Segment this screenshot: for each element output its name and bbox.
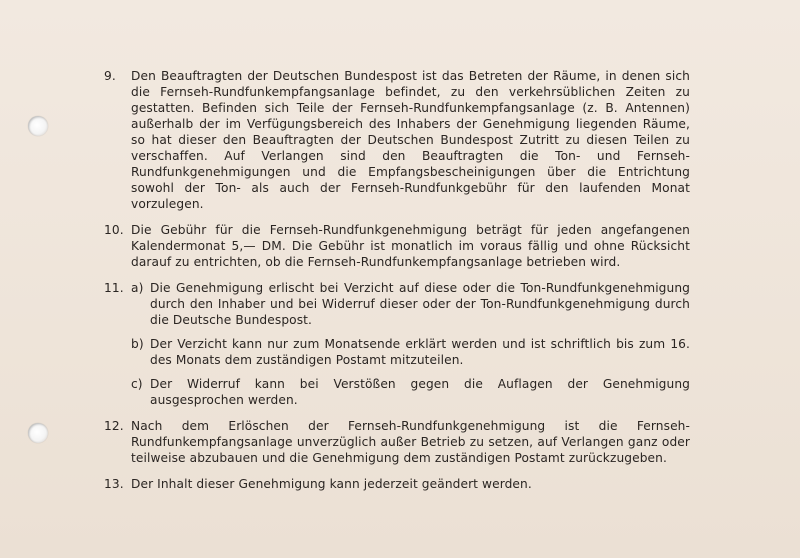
item-number: 12.: [104, 419, 124, 433]
item-subitems: [131, 280, 690, 408]
item-number: 9.: [104, 69, 116, 83]
sub-item: [131, 336, 690, 368]
sub-item-text: Die Genehmigung erlischt bei Verzicht auf diese oder die Ton-Rundfunkgenehmigung durch den Inhaber und bei Widerruf dieser oder der Ton-Rundfunkgenehmigung durch die Deutsche Bundespost.: [150, 281, 690, 327]
list-item: [104, 418, 690, 466]
item-text: Der Inhalt dieser Genehmigung kann jederzeit geändert werden.: [131, 477, 532, 491]
punch-hole-top: [28, 116, 48, 136]
sub-item: [131, 376, 690, 408]
punch-hole-bottom: [28, 423, 48, 443]
sub-item-letter: a): [131, 281, 144, 295]
item-text: Den Beauftragten der Deutschen Bundespost ist das Betreten der Räume, in denen sich die Fernseh-Rundfunkempfangsanlage befindet, zu den verkehrsüblichen Zeiten zu gestatten. Befinden sich Teile der Fernseh-Rundfunkempfangsanlage (z. B. Antennen) außerhalb der im Verfügungsbereich des Inhabers der Genehmigung liegenden Räume, so hat dieser den Beauftragten der Deutschen Bundespost Zutritt zu diesen Teilen zu verschaffen. Auf Verlangen sind den Beauftragten die Ton- und Fernseh-Rundfunkgenehmigungen und die Empfangsbescheinigungen über die Entrichtung sowohl der Ton- als auch der Fernseh-Rundfunkgebühr für den laufenden Monat vorzulegen.: [131, 69, 690, 211]
list-item: [104, 222, 690, 270]
item-number: 13.: [104, 477, 124, 491]
item-text: Die Gebühr für die Fernseh-Rundfunkgenehmigung beträgt für jeden angefangenen Kalendermonat 5,— DM. Die Gebühr ist monatlich im voraus fällig und ohne Rücksicht darauf zu entrichten, ob die Fernseh-Rundfunkempfangsanlage betrieben wird.: [131, 223, 690, 269]
sub-item-text: Der Verzicht kann nur zum Monatsende erklärt werden und ist schriftlich bis zum 16. des Monats dem zuständigen Postamt mitzuteilen.: [150, 337, 690, 367]
item-number: 10.: [104, 223, 124, 237]
list-item: [104, 280, 690, 408]
sub-item-letter: c): [131, 377, 143, 391]
list-item: [104, 68, 690, 212]
item-text: Nach dem Erlöschen der Fernseh-Rundfunkgenehmigung ist die Fernseh-Rundfunkempfangsanlage unverzüglich außer Betrieb zu setzen, auf Verlangen ganz oder teilweise abzubauen und die Genehmigung dem zuständigen Postamt zurückzugeben.: [131, 419, 690, 465]
sub-item-letter: b): [131, 337, 144, 351]
list-item: [104, 476, 690, 492]
item-number: 11.: [104, 281, 124, 295]
sub-item: [131, 280, 690, 328]
sub-item-text: Der Widerruf kann bei Verstößen gegen die Auflagen der Genehmigung ausgesprochen werden.: [150, 377, 690, 407]
conditions-list: [104, 68, 690, 502]
